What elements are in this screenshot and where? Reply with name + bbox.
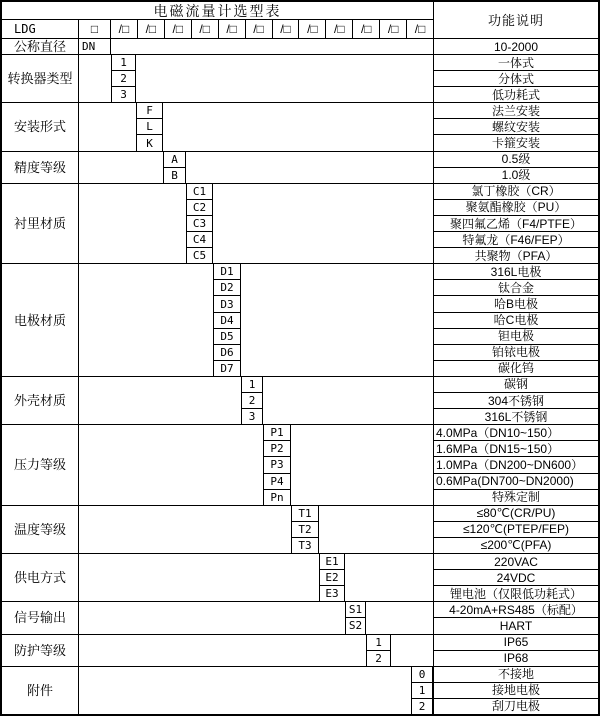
category-label: 供电方式: [2, 553, 79, 601]
code-cell: F: [136, 102, 163, 118]
function-desc: 4-20mA+RS485（标配）: [433, 601, 598, 617]
code-cell: 1: [241, 376, 263, 392]
category-label-dn: 公称直径: [2, 38, 79, 54]
category-label: 附件: [2, 666, 79, 714]
empty-cell: [79, 263, 213, 376]
empty-cell: [291, 424, 433, 504]
code-cell: E2: [319, 569, 345, 585]
function-desc: 卡箍安装: [433, 134, 598, 150]
code-cell: D4: [213, 312, 241, 328]
function-desc: 1.0级: [433, 167, 598, 183]
code-cell: D3: [213, 295, 241, 311]
model-code-box: /□: [414, 22, 426, 36]
code-cell: T1: [291, 505, 319, 521]
model-code-box: /□: [380, 20, 407, 38]
function-desc: 不接地: [433, 666, 598, 682]
empty-cell: [79, 424, 263, 504]
empty-cell: [366, 601, 433, 633]
function-desc: HART: [433, 617, 598, 633]
function-desc: 316L电极: [433, 263, 598, 279]
empty-cell: [79, 553, 319, 601]
empty-cell: [79, 634, 366, 666]
function-desc: 4.0MPa（DN10~150）: [433, 424, 598, 440]
model-code-box: /□: [273, 20, 300, 38]
code-cell: K: [136, 134, 163, 150]
model-code-box: /□: [192, 20, 219, 38]
empty-cell: [79, 601, 345, 633]
code-cell: P4: [263, 473, 291, 489]
code-cell: Pn: [263, 489, 291, 505]
function-desc: 锂电池（仅限低功耗式）: [433, 585, 598, 601]
code-cell: P2: [263, 440, 291, 456]
function-desc: ≤80℃(CR/PU): [433, 505, 598, 521]
function-desc: 1.0MPa（DN200~DN600）: [433, 456, 598, 472]
empty-cell: [111, 38, 433, 54]
code-cell: D7: [213, 360, 241, 376]
function-desc: 法兰安装: [433, 102, 598, 118]
code-cell: S2: [345, 617, 366, 633]
empty-cell: [391, 634, 433, 666]
function-desc: 24VDC: [433, 569, 598, 585]
function-desc: 0.5级: [433, 151, 598, 167]
code-cell: 0: [411, 666, 433, 682]
category-label: 信号输出: [2, 601, 79, 633]
code-cell: C1: [186, 183, 213, 199]
function-desc: 低功耗式: [433, 86, 598, 102]
model-code-box: /□: [353, 20, 380, 38]
code-cell: 2: [411, 698, 433, 714]
code-cell: S1: [345, 601, 366, 617]
function-desc: 哈B电极: [433, 295, 598, 311]
code-cell: P1: [263, 424, 291, 440]
code-cell: 2: [366, 650, 391, 666]
function-desc: IP65: [433, 634, 598, 650]
code-cell: T3: [291, 537, 319, 553]
empty-cell: [79, 54, 111, 102]
code-cell: D1: [213, 263, 241, 279]
category-label: 压力等级: [2, 424, 79, 504]
function-desc: 0.6MPa(DN700~DN2000): [433, 473, 598, 489]
category-label: 转换器类型: [2, 54, 79, 102]
function-desc: 接地电极: [433, 682, 598, 698]
model-prefix: LDG: [2, 19, 79, 38]
function-desc: 铂铱电极: [433, 344, 598, 360]
empty-cell: [79, 151, 163, 183]
code-cell: 1: [111, 54, 136, 70]
empty-cell: [319, 505, 433, 553]
model-code-box: /□: [299, 20, 326, 38]
code-cell: 1: [411, 682, 433, 698]
function-desc: 碳钢: [433, 376, 598, 392]
function-desc: 220VAC: [433, 553, 598, 569]
code-cell: A: [163, 151, 186, 167]
category-label: 衬里材质: [2, 183, 79, 264]
empty-cell: [263, 376, 433, 424]
function-desc: 一体式: [433, 54, 598, 70]
empty-cell: [79, 505, 291, 553]
empty-cell: [241, 263, 433, 376]
empty-cell: [213, 183, 433, 264]
empty-cell: [79, 666, 411, 714]
code-cell: B: [163, 167, 186, 183]
function-desc: 钽电极: [433, 328, 598, 344]
category-label: 温度等级: [2, 505, 79, 553]
function-desc: 聚四氟乙烯（F4/PTFE）: [433, 215, 598, 231]
model-code-box: /□: [326, 20, 353, 38]
function-desc: 316L不锈钢: [433, 408, 598, 424]
model-code-boxes: [111, 19, 433, 38]
function-desc: 1.6MPa（DN15~150）: [433, 440, 598, 456]
code-cell: 2: [241, 392, 263, 408]
function-desc: IP68: [433, 650, 598, 666]
function-column-header: 功能说明: [433, 2, 598, 38]
empty-cell: [79, 183, 186, 264]
function-desc: 304不锈钢: [433, 392, 598, 408]
table-title: 电磁流量计选型表: [153, 2, 282, 19]
empty-cell: [79, 376, 241, 424]
function-desc: 哈C电极: [433, 312, 598, 328]
code-cell: 2: [111, 70, 136, 86]
code-cell: C5: [186, 247, 213, 263]
function-desc: 氯丁橡胶（CR）: [433, 183, 598, 199]
code-cell: 1: [366, 634, 391, 650]
code-cell: T2: [291, 521, 319, 537]
function-desc: 特殊定制: [433, 489, 598, 505]
code-cell: C2: [186, 199, 213, 215]
function-desc: ≤120℃(PTEP/FEP): [433, 521, 598, 537]
dn-code-cell: DN: [79, 38, 111, 54]
code-cell: E1: [319, 553, 345, 569]
empty-cell: [79, 102, 136, 150]
code-cell: C3: [186, 215, 213, 231]
empty-cell: [136, 54, 433, 102]
code-cell: E3: [319, 585, 345, 601]
model-code-box: /□: [111, 20, 138, 38]
category-label: 电极材质: [2, 263, 79, 376]
model-code-box: /□: [165, 20, 192, 38]
function-desc: 碳化钨: [433, 360, 598, 376]
code-cell: 3: [241, 408, 263, 424]
function-desc: 特氟龙（F46/FEP）: [433, 231, 598, 247]
model-code-box: /□: [138, 20, 165, 38]
code-cell: D5: [213, 328, 241, 344]
function-desc: 聚氨酯橡胶（PU）: [433, 199, 598, 215]
category-label: 外壳材质: [2, 376, 79, 424]
function-desc: 螺纹安装: [433, 118, 598, 134]
category-label: 安装形式: [2, 102, 79, 150]
code-cell: D6: [213, 344, 241, 360]
code-cell: P3: [263, 456, 291, 472]
category-label: 防护等级: [2, 634, 79, 666]
code-cell: C4: [186, 231, 213, 247]
model-code-box: /□: [219, 20, 246, 38]
code-cell: 3: [111, 86, 136, 102]
code-cell: D2: [213, 279, 241, 295]
function-desc: 共聚物（PFA）: [433, 247, 598, 263]
empty-cell: [186, 151, 433, 183]
function-desc-dn: 10-2000: [433, 38, 598, 54]
code-cell: L: [136, 118, 163, 134]
model-code-box: /□: [246, 20, 273, 38]
category-label: 精度等级: [2, 151, 79, 183]
model-first-box: □: [79, 19, 111, 38]
function-desc: ≤200℃(PFA): [433, 537, 598, 553]
function-desc: 钛合金: [433, 279, 598, 295]
function-desc: 刮刀电极: [433, 698, 598, 714]
empty-cell: [163, 102, 433, 150]
empty-cell: [345, 553, 433, 601]
function-desc: 分体式: [433, 70, 598, 86]
